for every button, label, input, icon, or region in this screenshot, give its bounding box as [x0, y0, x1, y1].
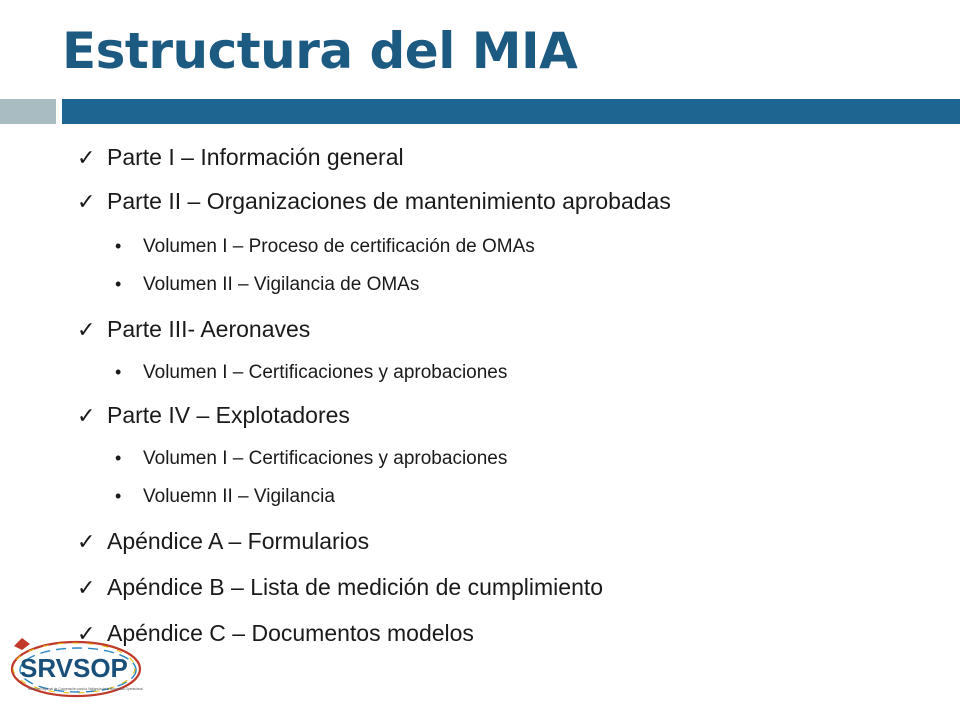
list-item-text: Parte I – Información general: [107, 144, 404, 170]
list-item-text: Parte III- Aeronaves: [107, 316, 311, 342]
bullet-icon: •: [115, 362, 122, 382]
checkmark-icon: ✓: [77, 622, 96, 647]
list-item: [77, 574, 603, 601]
srvsop-logo: [8, 632, 148, 706]
logo-flag-icon: [14, 638, 30, 650]
list-item-text: Apéndice B – Lista de medición de cumplimiento: [107, 574, 604, 600]
list-item: [115, 486, 335, 508]
list-item: [77, 402, 350, 429]
checkmark-icon: ✓: [77, 530, 96, 555]
list-item-text: Apéndice A – Formularios: [107, 528, 370, 554]
list-item: [77, 528, 369, 555]
list-item: [77, 316, 310, 343]
checkmark-icon: ✓: [77, 576, 96, 601]
bullet-icon: •: [115, 448, 122, 468]
accent-bar: [62, 99, 960, 124]
logo-subtitle: Sistema Regional de Cooperación para la Vigilancia de la Seguridad Operacional: [28, 687, 143, 691]
checkmark-icon: ✓: [77, 146, 96, 171]
bullet-icon: •: [115, 236, 122, 256]
checkmark-icon: ✓: [77, 318, 96, 343]
list-item-text: Apéndice C – Documentos modelos: [107, 620, 474, 646]
checkmark-icon: ✓: [77, 190, 96, 215]
list-item-text: Voluemn II – Vigilancia: [143, 486, 335, 507]
bullet-icon: •: [115, 274, 122, 294]
slide-title: Estructura del MIA: [62, 22, 578, 80]
list-item-text: Volumen I – Certificaciones y aprobaciones: [143, 448, 508, 469]
list-item-text: Volumen I – Certificaciones y aprobaciones: [143, 362, 508, 383]
logo-text: SRVSOP: [20, 653, 128, 683]
list-item-text: Parte IV – Explotadores: [107, 402, 350, 428]
list-item: [115, 362, 507, 384]
list-item: [115, 448, 507, 470]
list-item: [115, 274, 419, 296]
list-item: [77, 188, 671, 215]
list-item-text: Parte II – Organizaciones de mantenimiento aprobadas: [107, 188, 671, 214]
bullet-icon: •: [115, 486, 122, 506]
list-item-text: Volumen I – Proceso de certificación de OMAs: [143, 236, 535, 257]
list-item: [77, 144, 404, 171]
accent-block: [0, 99, 56, 124]
checkmark-icon: ✓: [77, 404, 96, 429]
list-item-text: Volumen II – Vigilancia de OMAs: [143, 274, 420, 295]
list-item: [115, 236, 535, 258]
